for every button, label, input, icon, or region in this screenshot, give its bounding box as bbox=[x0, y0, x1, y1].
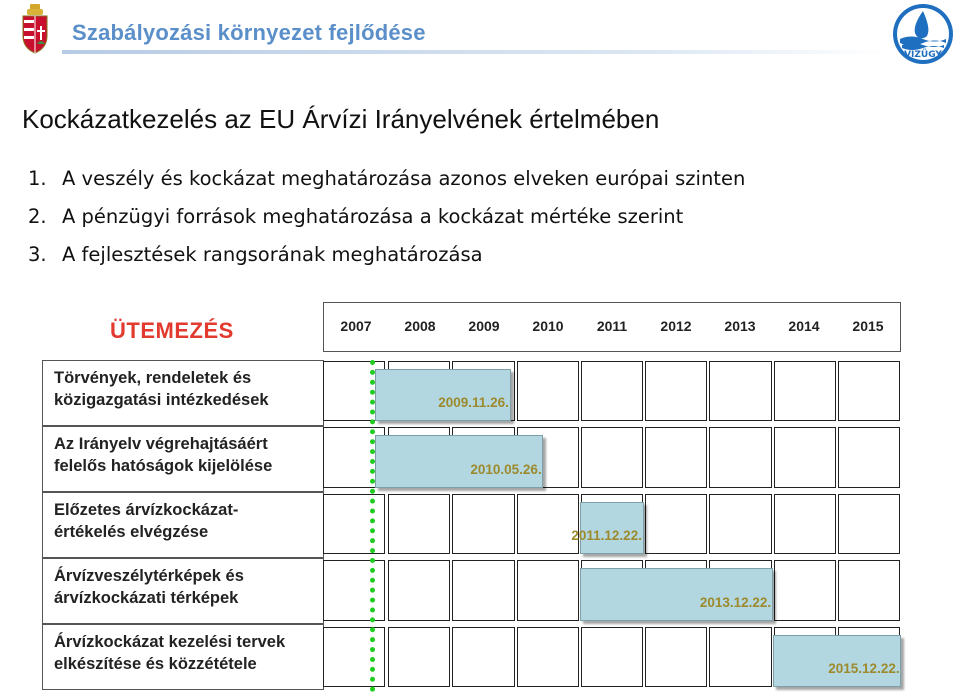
schedule-cell bbox=[517, 627, 579, 687]
schedule-cell bbox=[452, 560, 514, 620]
schedule-cell bbox=[452, 494, 514, 554]
deadline-label: 2009.11.26. bbox=[438, 395, 509, 411]
schedule-cell bbox=[838, 361, 900, 421]
schedule-cell bbox=[323, 560, 385, 620]
schedule-cell bbox=[774, 560, 836, 620]
schedule-cell bbox=[517, 361, 579, 421]
schedule-cell bbox=[323, 494, 385, 554]
schedule-cell bbox=[581, 427, 643, 487]
numbered-list bbox=[28, 164, 745, 278]
schedule-cell bbox=[388, 560, 450, 620]
schedule-cell bbox=[774, 494, 836, 554]
schedule-cell bbox=[838, 427, 900, 487]
schedule-cell bbox=[774, 427, 836, 487]
schedule-cell bbox=[581, 361, 643, 421]
row-label-line: értékelés elvégzése bbox=[54, 523, 209, 541]
schedule-cell bbox=[517, 560, 579, 620]
schedule-row-label bbox=[42, 558, 324, 624]
schedule-cell bbox=[645, 627, 707, 687]
schedule-cell bbox=[388, 494, 450, 554]
list-item-text: A pénzügyi források meghatározása a kockázat mértéke szerint bbox=[62, 205, 684, 228]
schedule-cell bbox=[709, 361, 771, 421]
deadline-label: 2015.12.22. bbox=[828, 661, 900, 676]
row-label-line: Árvízveszélytérképek és bbox=[54, 567, 244, 585]
deadline-label: 2010.05.26. bbox=[470, 461, 542, 477]
schedule-cell bbox=[645, 361, 707, 421]
schedule-grid bbox=[323, 360, 901, 692]
list-item bbox=[28, 240, 745, 278]
schedule-row-label bbox=[42, 624, 324, 690]
row-label-line: elkészítése és közzététele bbox=[54, 655, 257, 673]
list-item-number: 1. bbox=[28, 167, 47, 190]
start-marker-line bbox=[370, 360, 375, 692]
schedule-cell bbox=[323, 627, 385, 687]
schedule-cell bbox=[838, 560, 900, 620]
row-label-line: árvízkockázati térképek bbox=[54, 589, 239, 607]
hungarian-coat-of-arms-icon bbox=[20, 4, 50, 54]
row-label-line: Az Irányelv végrehajtásáért bbox=[54, 435, 268, 453]
row-label-line: Törvények, rendeletek és bbox=[54, 369, 252, 387]
year-label: 2007 bbox=[340, 318, 372, 334]
slide-headline: Kockázatkezelés az EU Árvízi Irányelvének értelmében bbox=[22, 104, 660, 134]
row-label-line: közigazgatási intézkedések bbox=[54, 391, 269, 409]
year-label: 2015 bbox=[852, 318, 884, 334]
list-item bbox=[28, 202, 745, 240]
schedule-cell bbox=[517, 494, 579, 554]
deadline-label: 2011.12.22. bbox=[571, 528, 642, 544]
year-label: 2014 bbox=[788, 318, 820, 334]
list-item bbox=[28, 164, 745, 202]
schedule-title: ÜTEMEZÉS bbox=[110, 318, 234, 343]
header bbox=[0, 0, 960, 64]
schedule-cell bbox=[709, 427, 771, 487]
schedule-row-label bbox=[42, 492, 324, 558]
schedule-row-label bbox=[42, 360, 324, 426]
schedule-cell bbox=[645, 427, 707, 487]
year-label: 2008 bbox=[404, 318, 436, 334]
schedule-cell bbox=[838, 494, 900, 554]
schedule-cell bbox=[452, 627, 514, 687]
schedule-cell bbox=[645, 494, 707, 554]
header-divider bbox=[62, 50, 888, 54]
schedule-cell bbox=[709, 494, 771, 554]
list-item-number: 2. bbox=[28, 205, 47, 228]
row-label-line: Árvízkockázat kezelési tervek bbox=[54, 633, 286, 651]
list-item-text: A fejlesztések rangsorának meghatározása bbox=[62, 243, 483, 266]
year-label: 2011 bbox=[596, 318, 628, 334]
vizugy-logo-text: VÍZÜGY bbox=[904, 50, 942, 60]
year-label: 2013 bbox=[724, 318, 756, 334]
schedule-row-label bbox=[42, 426, 324, 492]
schedule-cell bbox=[774, 361, 836, 421]
row-label-line: felelős hatóságok kijelölése bbox=[54, 457, 273, 475]
schedule-cell bbox=[709, 627, 771, 687]
schedule-cell bbox=[388, 627, 450, 687]
page-header-title: Szabályozási környezet fejlődése bbox=[72, 20, 426, 45]
schedule-cell bbox=[581, 627, 643, 687]
vizugy-logo-icon bbox=[892, 3, 954, 65]
list-item-number: 3. bbox=[28, 243, 47, 266]
row-label-line: Előzetes árvízkockázat- bbox=[54, 501, 239, 519]
deadline-label: 2013.12.22. bbox=[699, 594, 772, 610]
list-item-text: A veszély és kockázat meghatározása azonos elveken európai szinten bbox=[62, 167, 746, 190]
year-header bbox=[323, 302, 901, 352]
year-label: 2012 bbox=[660, 318, 692, 334]
year-label: 2010 bbox=[532, 318, 564, 334]
year-label: 2009 bbox=[468, 318, 500, 334]
